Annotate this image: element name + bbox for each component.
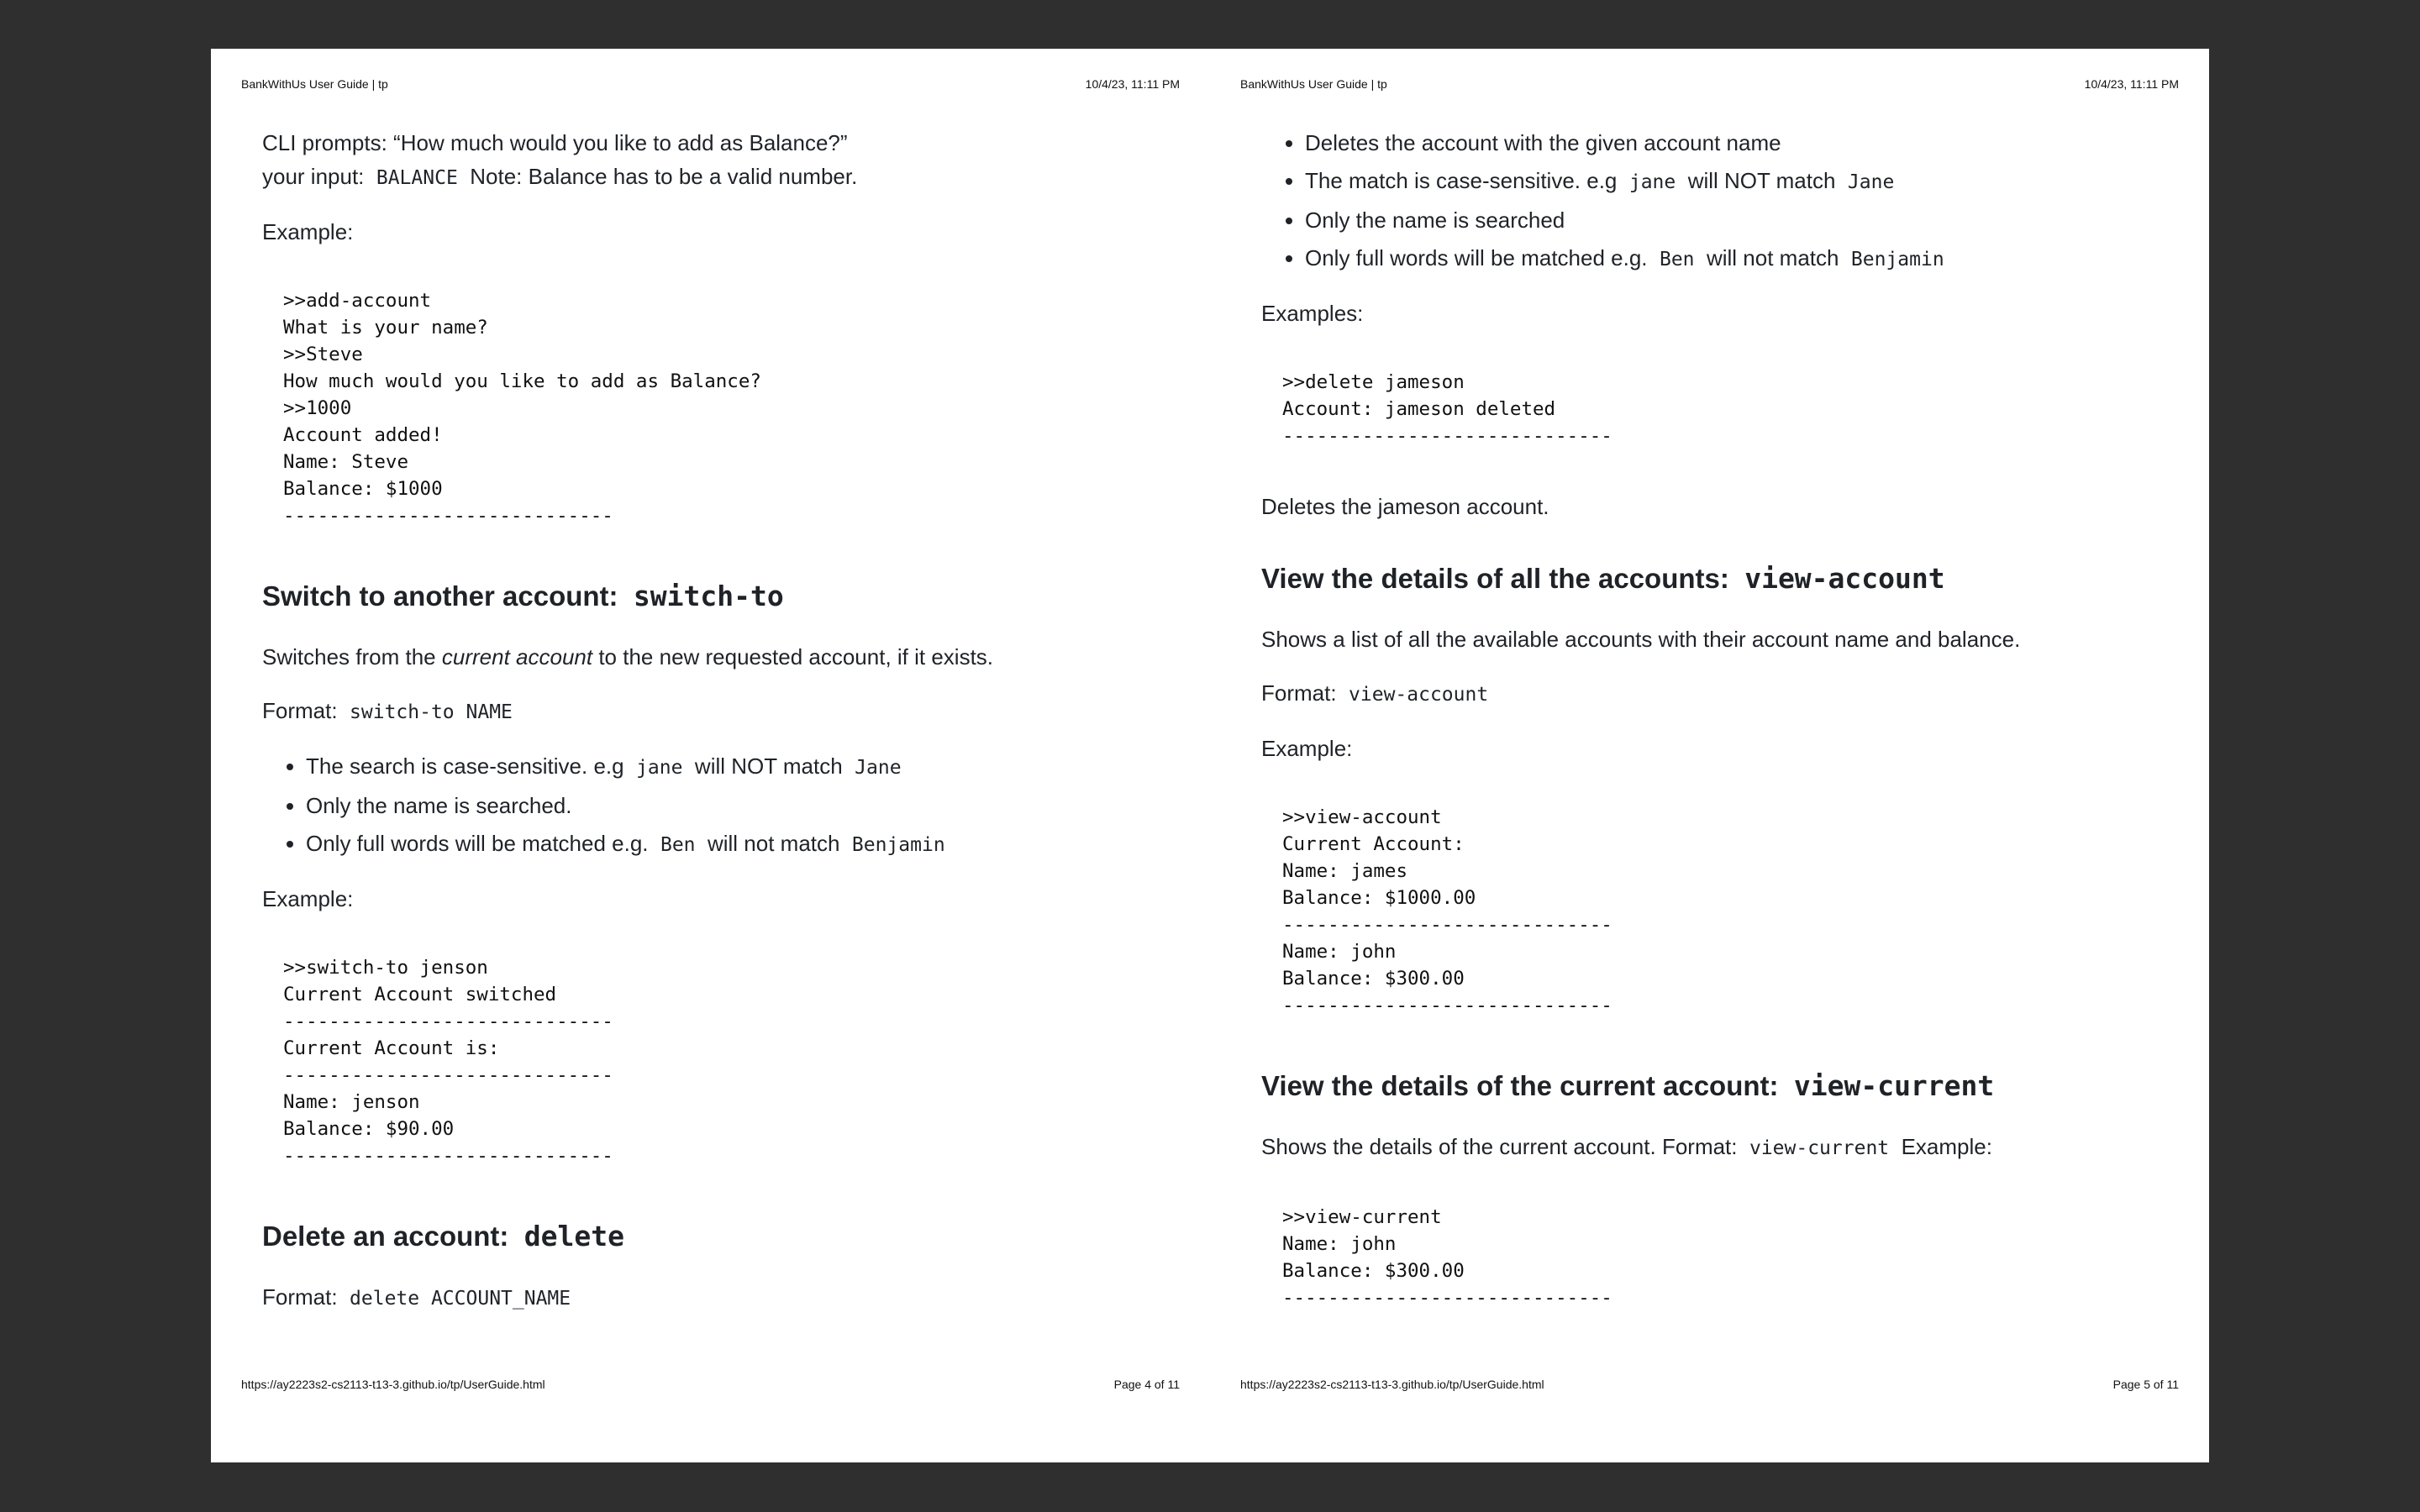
view-current-desc-text: Shows the details of the current account. Format: bbox=[1261, 1134, 1738, 1159]
input-note: Note: Balance has to be a valid number. bbox=[470, 164, 858, 189]
delete-rules-list bbox=[1261, 126, 2169, 276]
list-item-text: Only full words will be matched e.g. bbox=[306, 831, 649, 856]
page-header-title: BankWithUs User Guide | tp bbox=[241, 77, 388, 91]
switch-example-label: Example: bbox=[262, 886, 354, 911]
switch-desc-part2: to the new requested account, if it exists. bbox=[598, 644, 994, 669]
delete-heading-code: delete bbox=[523, 1220, 624, 1252]
view-current-heading bbox=[1261, 1068, 2169, 1105]
format-label: Format: bbox=[1261, 680, 1337, 706]
input-line bbox=[262, 160, 1170, 195]
delete-format bbox=[262, 1280, 1170, 1315]
list-item-text: Deletes the account with the given account name bbox=[1305, 130, 1781, 155]
switch-desc-part1: Switches from the bbox=[262, 644, 436, 669]
switch-to-format-code: switch-to NAME bbox=[350, 701, 513, 723]
example-label: Example: bbox=[262, 219, 354, 244]
page-header-title: BankWithUs User Guide | tp bbox=[1240, 77, 1387, 91]
view-account-description: Shows a list of all the available accounts with their account name and balance. bbox=[1261, 627, 2021, 652]
delete-format-code: delete ACCOUNT_NAME bbox=[350, 1288, 571, 1310]
inline-code: Benjamin bbox=[851, 834, 945, 856]
page-header-date: 10/4/23, 11:11 PM bbox=[1085, 77, 1180, 91]
view-current-example-label: Example: bbox=[1901, 1134, 1992, 1159]
list-item bbox=[1305, 241, 2169, 276]
input-code: BALANCE bbox=[376, 167, 458, 189]
switch-to-format bbox=[262, 694, 1170, 729]
cli-prompt-line: CLI prompts: “How much would you like to add as Balance?” bbox=[262, 130, 848, 155]
delete-result-text: Deletes the jameson account. bbox=[1261, 494, 1549, 519]
examples-label: Examples: bbox=[1261, 301, 1364, 326]
page-5-content bbox=[1261, 126, 2169, 1352]
list-item-text: will NOT match bbox=[694, 753, 843, 779]
list-item-text: will NOT match bbox=[1687, 168, 1836, 193]
list-item-text: Only full words will be matched e.g. bbox=[1305, 245, 1648, 270]
page-4-content bbox=[262, 126, 1170, 1336]
page-footer-url: https://ay2223s2-cs2113-t13-3.github.io/tp/UserGuide.html bbox=[1240, 1378, 1544, 1391]
view-account-heading-text: View the details of all the accounts: bbox=[1261, 563, 1729, 594]
add-account-example-code: >>add-account What is your name? >>Steve How much would you like to add as Balance? >>1000 Account added! Name: Steve Balance: $1000 ----------------------------- bbox=[283, 290, 761, 527]
view-account-example-code: >>view-account Current Account: Name: james Balance: $1000.00 ----------------------------- Name: john Balance: $300.00 ----------------------------- bbox=[1282, 806, 1612, 1016]
list-item-text: The search is case-sensitive. e.g bbox=[306, 753, 624, 779]
list-item-text: will not match bbox=[707, 831, 840, 856]
inline-code: Ben bbox=[660, 834, 696, 856]
inline-code: Benjamin bbox=[1850, 249, 1944, 270]
view-current-heading-code: view-current bbox=[1793, 1069, 1995, 1102]
view-account-heading-code: view-account bbox=[1744, 562, 1945, 595]
list-item bbox=[1305, 126, 2169, 160]
delete-format-label: Format: bbox=[262, 1284, 338, 1310]
page-header-date: 10/4/23, 11:11 PM bbox=[2084, 77, 2179, 91]
page-footer-url: https://ay2223s2-cs2113-t13-3.github.io/tp/UserGuide.html bbox=[241, 1378, 545, 1391]
switch-to-example-code: >>switch-to jenson Current Account switched ----------------------------- Current Account is: ----------------------------- Name: jenson Balance: $90.00 ----------------------------- bbox=[283, 957, 613, 1167]
page-footer-number: Page 5 of 11 bbox=[2112, 1378, 2179, 1391]
list-item bbox=[306, 749, 1170, 785]
view-current-heading-text: View the details of the current account: bbox=[1261, 1070, 1779, 1101]
switch-to-description bbox=[262, 640, 1170, 674]
inline-code: Ben bbox=[1659, 249, 1695, 270]
inline-code: Jane bbox=[1847, 171, 1895, 193]
inline-code: jane bbox=[1628, 171, 1676, 193]
view-current-description bbox=[1261, 1130, 2169, 1165]
view-account-format-code: view-account bbox=[1349, 684, 1489, 706]
delete-example-code: >>delete jameson Account: jameson deleted ----------------------------- bbox=[1282, 371, 1612, 447]
view-current-example-code: >>view-current Name: john Balance: $300.00 ----------------------------- bbox=[1282, 1206, 1612, 1309]
switch-to-heading-text: Switch to another account: bbox=[262, 580, 618, 612]
view-current-format-code: view-current bbox=[1749, 1137, 1890, 1159]
list-item bbox=[306, 789, 1170, 822]
view-account-format bbox=[1261, 676, 2169, 711]
list-item-text: Only the name is searched bbox=[1305, 207, 1565, 233]
switch-to-rules-list bbox=[262, 749, 1170, 862]
list-item bbox=[1305, 164, 2169, 199]
input-label: your input: bbox=[262, 164, 365, 189]
list-item-text: The match is case-sensitive. e.g bbox=[1305, 168, 1618, 193]
page-5 bbox=[1210, 49, 2209, 1462]
document-sheet bbox=[211, 49, 2209, 1462]
inline-code: jane bbox=[636, 757, 683, 779]
list-item-text: will not match bbox=[1706, 245, 1839, 270]
example-label: Example: bbox=[1261, 736, 1353, 761]
list-item bbox=[306, 827, 1170, 862]
page-4 bbox=[211, 49, 1210, 1462]
switch-to-heading-code: switch-to bbox=[633, 580, 784, 612]
switch-desc-emphasis: current account bbox=[441, 644, 593, 669]
delete-heading-text: Delete an account: bbox=[262, 1221, 509, 1252]
inline-code: Jane bbox=[855, 757, 902, 779]
page-footer-number: Page 4 of 11 bbox=[1113, 1378, 1180, 1391]
list-item bbox=[1305, 203, 2169, 237]
switch-to-heading bbox=[262, 578, 1170, 615]
list-item-text: Only the name is searched. bbox=[306, 793, 572, 818]
delete-heading bbox=[262, 1218, 1170, 1255]
view-account-heading bbox=[1261, 560, 2169, 597]
format-label: Format: bbox=[262, 698, 338, 723]
